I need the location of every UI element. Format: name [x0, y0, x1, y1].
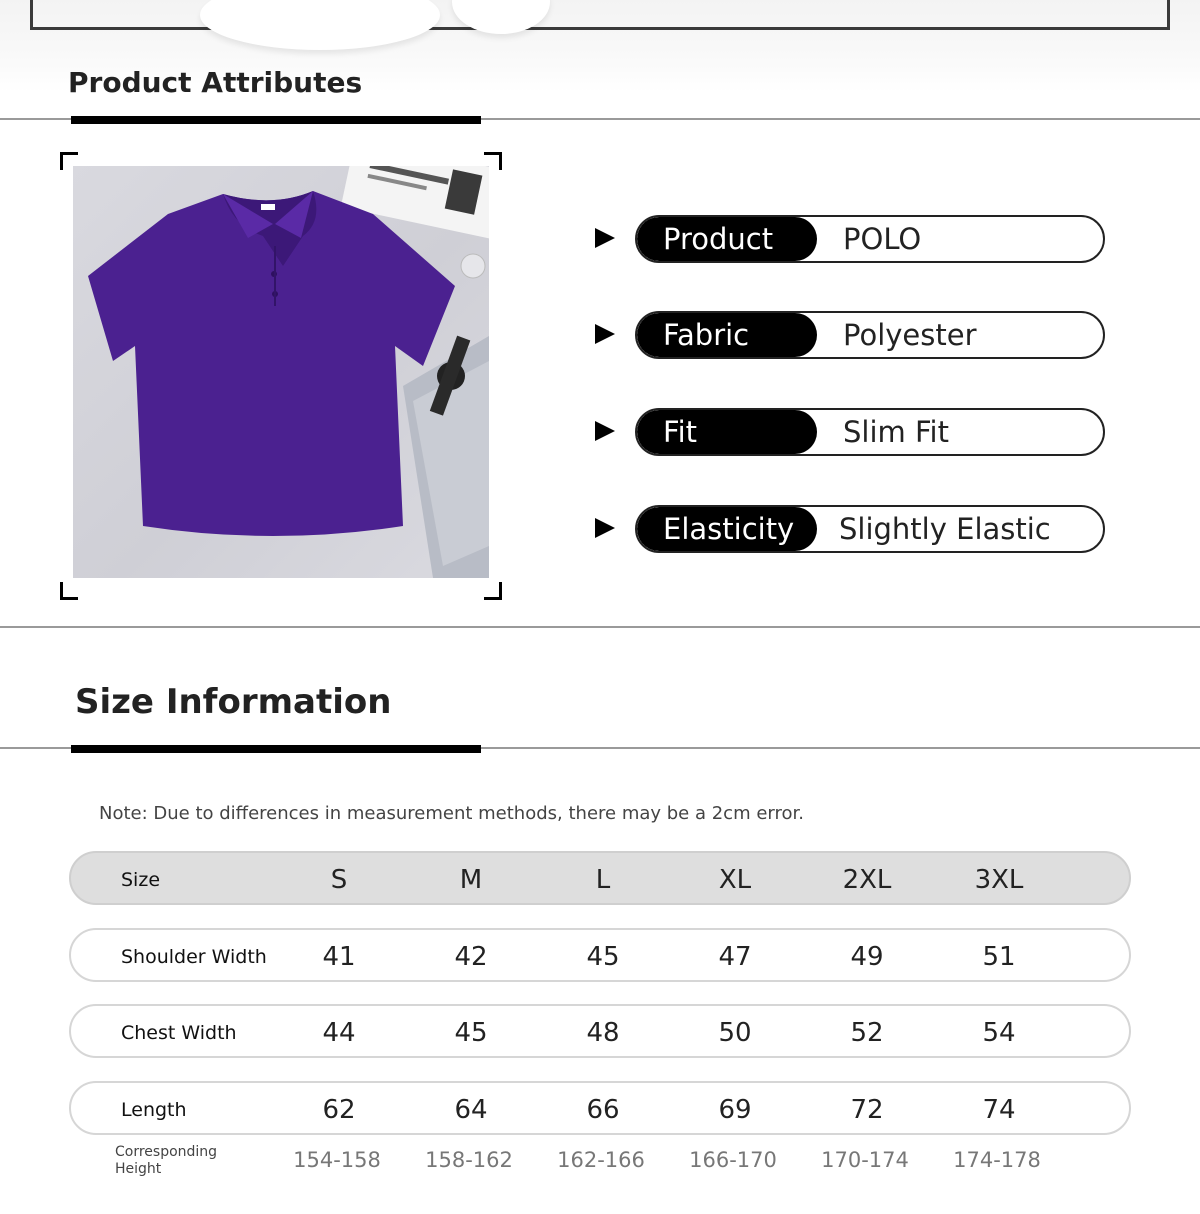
height-cell: 158-162: [425, 1148, 513, 1172]
table-row: [69, 928, 1131, 982]
attributes-title-underline: [71, 116, 481, 124]
attribute-label: Fabric: [637, 313, 817, 357]
value-cell: 64: [454, 1095, 488, 1125]
row-label: Chest Width: [121, 1022, 237, 1044]
value-cell: 54: [982, 1018, 1016, 1048]
value-cell: 69: [718, 1095, 752, 1125]
attribute-pill: [635, 505, 1105, 553]
size-cell: 3XL: [974, 865, 1024, 895]
value-cell: 48: [586, 1018, 620, 1048]
attribute-value: Polyester: [843, 318, 977, 352]
attribute-label: Elasticity: [637, 507, 817, 551]
attribute-value: Slightly Elastic: [839, 512, 1051, 546]
row-label: Size: [121, 869, 161, 891]
attribute-pill: [635, 408, 1105, 456]
size-cell: L: [595, 865, 611, 895]
size-cell: XL: [718, 865, 752, 895]
value-cell: 52: [850, 1018, 884, 1048]
value-cell: 44: [322, 1018, 356, 1048]
attributes-divider-bottom: [0, 626, 1200, 628]
size-title-underline: [71, 745, 481, 753]
polo-shirt-image: [73, 166, 489, 578]
height-cell: 162-166: [557, 1148, 645, 1172]
value-cell: 72: [850, 1095, 884, 1125]
product-photo: [73, 166, 489, 578]
attribute-label: Product: [637, 217, 817, 261]
size-note: Note: Due to differences in measurement methods, there may be a 2cm error.: [99, 803, 804, 824]
height-cell: 154-158: [293, 1148, 381, 1172]
play-arrow-icon: [595, 518, 615, 538]
attribute-pill: [635, 215, 1105, 263]
value-cell: 45: [454, 1018, 488, 1048]
value-cell: 66: [586, 1095, 620, 1125]
attribute-row-product: [595, 215, 1107, 263]
value-cell: 62: [322, 1095, 356, 1125]
sneaker-image-left: [200, 0, 440, 50]
value-cell: 41: [322, 942, 356, 972]
value-cell: 42: [454, 942, 488, 972]
size-cell: M: [459, 865, 483, 895]
attribute-label: Fit: [637, 410, 817, 454]
table-row: [69, 1081, 1131, 1135]
height-cell: 174-178: [953, 1148, 1041, 1172]
attribute-value: Slim Fit: [843, 415, 949, 449]
height-cell: 166-170: [689, 1148, 777, 1172]
attribute-pill: [635, 311, 1105, 359]
value-cell: 49: [850, 942, 884, 972]
row-label: Length: [121, 1099, 187, 1121]
attribute-row-fit: [595, 408, 1107, 456]
play-arrow-icon: [595, 421, 615, 441]
size-information-title: Size Information: [75, 682, 392, 722]
value-cell: 50: [718, 1018, 752, 1048]
size-cell: S: [330, 865, 348, 895]
play-arrow-icon: [595, 324, 615, 344]
value-cell: 51: [982, 942, 1016, 972]
value-cell: 74: [982, 1095, 1016, 1125]
size-header-row: [69, 851, 1131, 905]
attribute-row-fabric: [595, 311, 1107, 359]
frame-corner-br: [484, 582, 502, 600]
attribute-row-elasticity: [595, 505, 1107, 553]
product-attributes-title: Product Attributes: [68, 66, 363, 99]
play-arrow-icon: [595, 228, 615, 248]
value-cell: 45: [586, 942, 620, 972]
size-cell: 2XL: [842, 865, 892, 895]
value-cell: 47: [718, 942, 752, 972]
corresponding-height-label: Corresponding Height: [115, 1144, 218, 1177]
table-row: [69, 1004, 1131, 1058]
attribute-value: POLO: [843, 222, 922, 256]
height-cell: 170-174: [821, 1148, 909, 1172]
frame-corner-bl: [60, 582, 78, 600]
row-label: Shoulder Width: [121, 946, 267, 968]
